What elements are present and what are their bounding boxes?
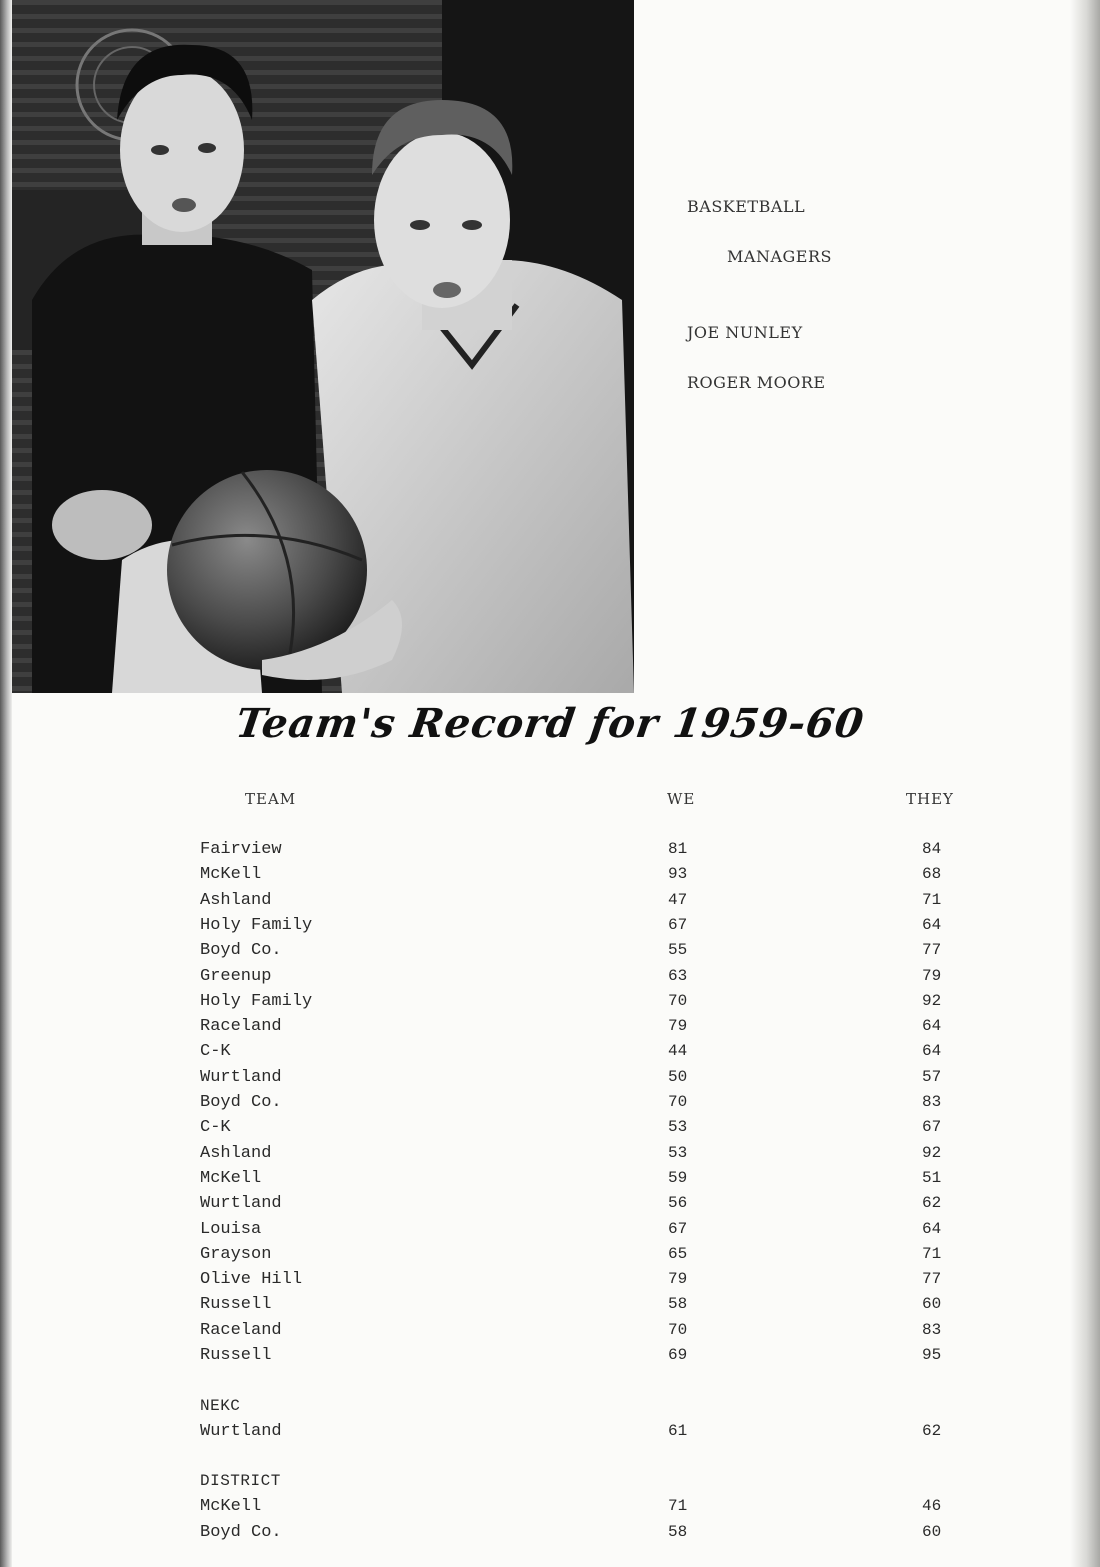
cell-we: 61 [668, 1422, 688, 1441]
cell-we: 44 [668, 1042, 688, 1061]
cell-they: 64 [922, 1219, 942, 1238]
cell-we: 47 [668, 890, 688, 909]
cell-team: Grayson [200, 1244, 272, 1264]
cell-team: C-K [200, 1118, 231, 1138]
cell-they: 62 [922, 1422, 942, 1441]
cell-they: 71 [922, 1244, 942, 1263]
cell-we: 56 [668, 1194, 688, 1213]
cell-we: 67 [668, 1219, 688, 1238]
cell-they: 77 [922, 941, 942, 960]
manager-name: ROGER MOORE [687, 373, 826, 392]
cell-they: 57 [922, 1067, 942, 1086]
cell-we: 53 [668, 1118, 688, 1137]
cell-they: 64 [922, 915, 942, 934]
managers-photo [12, 0, 634, 693]
cell-they: 67 [922, 1118, 942, 1137]
cell-we: 93 [668, 865, 688, 884]
cell-we: 70 [668, 1093, 688, 1111]
cell-team: Russell [200, 1346, 272, 1365]
cell-they: 60 [922, 1295, 942, 1314]
cell-team: Raceland [200, 1320, 282, 1340]
cell-we: 79 [668, 1017, 688, 1036]
cell-team: Wurtland [200, 1067, 282, 1087]
section-label-nekc: NEKC [200, 1397, 241, 1415]
cell-team: McKell [200, 1168, 262, 1188]
caption-basketball: BASKETBALL [687, 197, 806, 216]
cell-we: 58 [668, 1522, 688, 1541]
cell-team: McKell [200, 865, 262, 885]
cell-they: 64 [922, 1042, 942, 1061]
cell-they: 92 [922, 991, 942, 1010]
cell-team: C-K [200, 1042, 231, 1062]
cell-they: 62 [922, 1194, 942, 1213]
column-header-we: WE [667, 790, 696, 808]
cell-team: Raceland [200, 1017, 282, 1037]
cell-team: Louisa [200, 1219, 262, 1239]
cell-we: 69 [668, 1346, 688, 1364]
page-binding-shadow [0, 0, 12, 1567]
cell-we: 71 [668, 1497, 688, 1516]
cell-team: Holy Family [200, 991, 313, 1011]
cell-we: 58 [668, 1295, 688, 1314]
caption-managers: MANAGERS [727, 247, 832, 266]
cell-we: 65 [668, 1244, 688, 1263]
cell-team: Ashland [200, 1143, 272, 1163]
cell-team: Russell [200, 1295, 272, 1315]
managers-photo-illustration [12, 0, 634, 693]
cell-team: Holy Family [200, 915, 313, 935]
cell-we: 70 [668, 991, 688, 1010]
cell-they: 71 [922, 890, 942, 909]
cell-we: 50 [668, 1067, 688, 1086]
cell-they: 51 [922, 1168, 942, 1187]
cell-they: 83 [922, 1093, 942, 1111]
column-header-they: THEY [906, 790, 954, 808]
manager-name: JOE NUNLEY [687, 323, 803, 342]
cell-they: 79 [922, 966, 942, 985]
cell-they: 95 [922, 1346, 942, 1364]
cell-we: 70 [668, 1320, 688, 1339]
cell-we: 67 [668, 915, 688, 934]
cell-team: Boyd Co. [200, 1093, 282, 1112]
cell-they: 77 [922, 1270, 942, 1289]
cell-they: 64 [922, 1017, 942, 1036]
cell-team: Fairview [200, 840, 282, 859]
cell-team: Boyd Co. [200, 1522, 282, 1542]
cell-they: 60 [922, 1522, 942, 1541]
cell-team: McKell [200, 1497, 262, 1517]
cell-team: Greenup [200, 966, 272, 986]
cell-we: 59 [668, 1168, 688, 1187]
cell-team: Olive Hill [200, 1270, 303, 1290]
page-edge-shadow [1070, 0, 1100, 1567]
cell-we: 79 [668, 1270, 688, 1289]
cell-we: 53 [668, 1143, 688, 1162]
column-header-team: TEAM [245, 790, 297, 808]
cell-team: Wurtland [200, 1422, 282, 1442]
cell-team: Ashland [200, 890, 272, 910]
cell-they: 83 [922, 1320, 942, 1339]
cell-they: 46 [922, 1497, 942, 1516]
cell-we: 81 [668, 840, 688, 858]
cell-they: 84 [922, 840, 942, 858]
cell-team: Boyd Co. [200, 941, 282, 961]
cell-team: Wurtland [200, 1194, 282, 1214]
cell-we: 55 [668, 941, 688, 960]
cell-they: 92 [922, 1143, 942, 1162]
record-title: Team's Record for 1959-60 [232, 700, 868, 747]
cell-we: 63 [668, 966, 688, 985]
cell-they: 68 [922, 865, 942, 884]
section-label-district: DISTRICT [200, 1472, 281, 1490]
